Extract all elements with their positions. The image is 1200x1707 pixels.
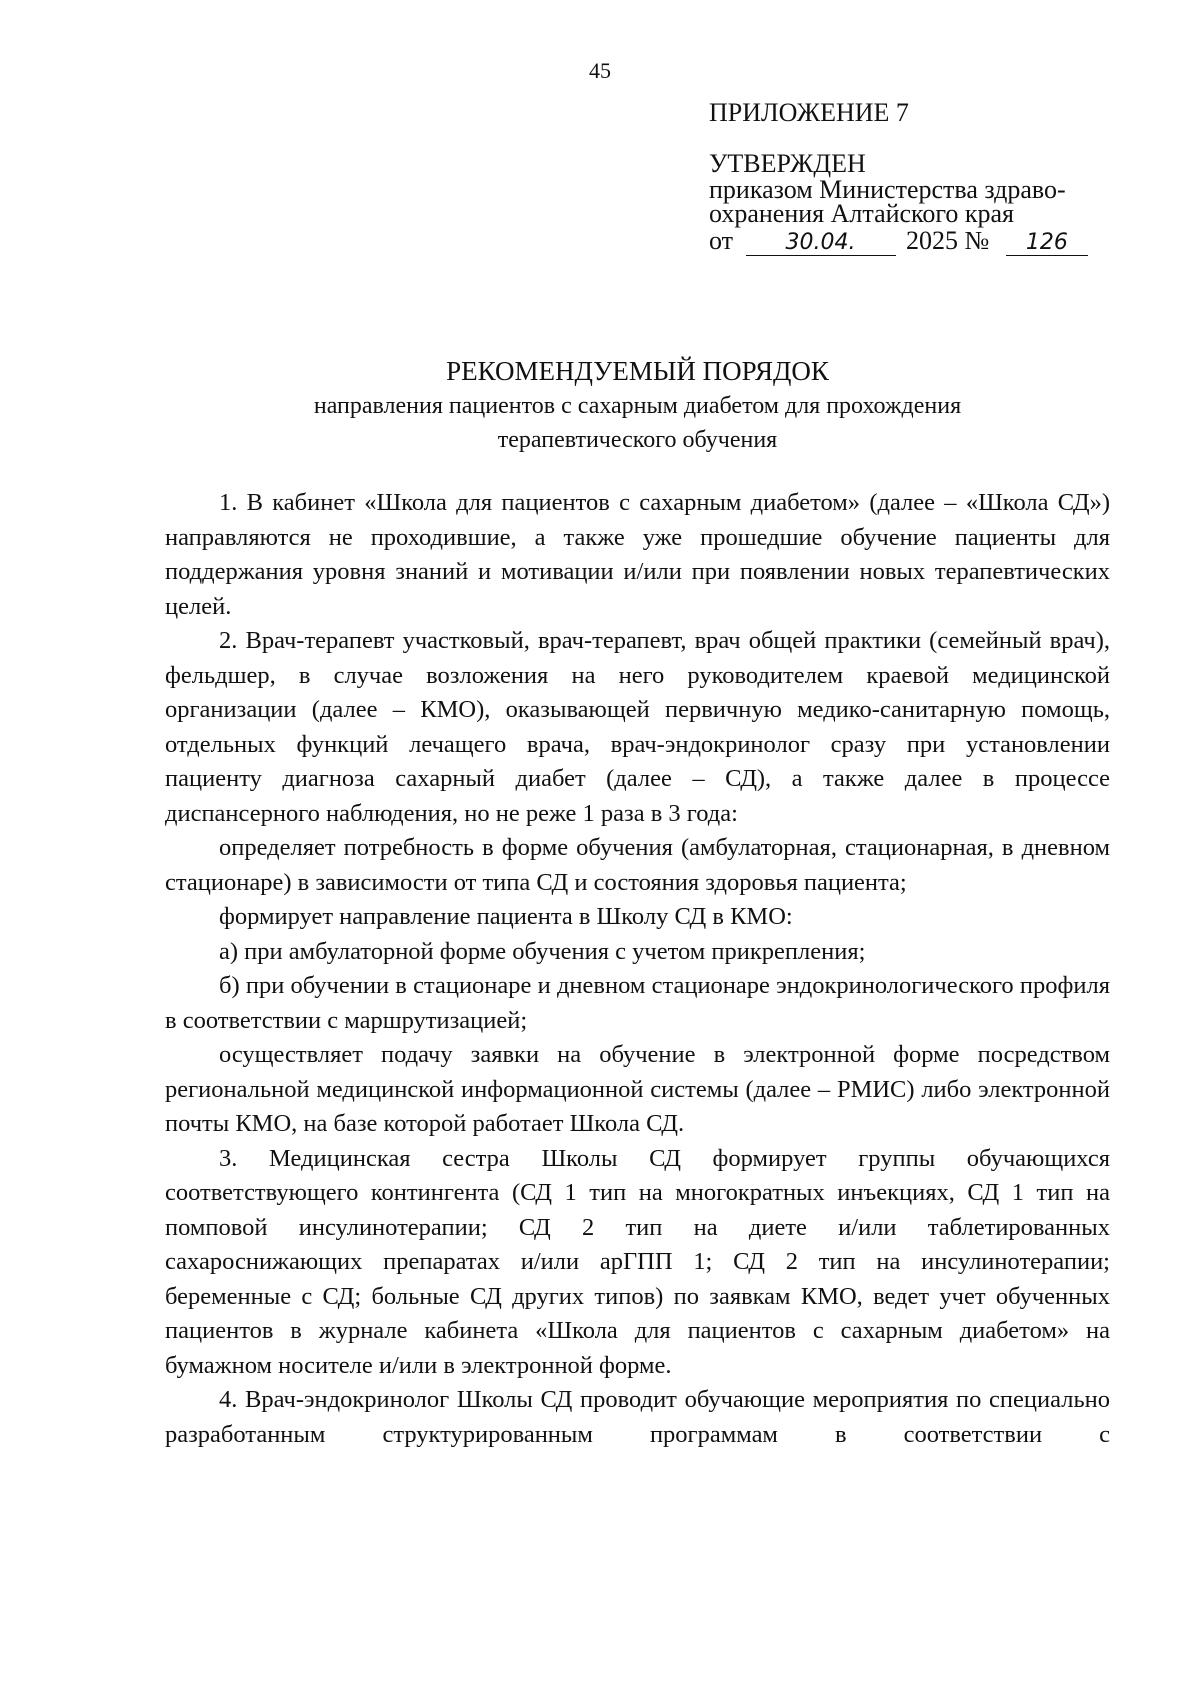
handwritten-order-number: 126 [1006,231,1088,256]
date-prefix: от [709,226,734,255]
document-heading [165,353,1110,457]
handwritten-date: 30.04. [746,231,896,256]
paragraph-2-application: осуществляет подачу заявки на обучение в электронной форме посредством региональной медицинской информационной системы (далее – РМИС) либо электронной почты КМО, на базе которой работает Школа СД. [165,1041,1110,1137]
approval-block [709,98,1159,256]
paragraph-2: 2. Врач-терапевт участковый, врач-терапевт, врач общей практики (семейный врач), фельдшер, в случае возложения на него руководителем краевой медицинской организации (далее – КМО), оказывающей первичную медико-санитарную помощь, отдельных функций лечащего врача, врач-эндокринолог сразу при установлении пациенту диагноза сахарный диабет (далее – СД), а также далее в процессе диспансерного наблюдения, но не реже 1 раза в 3 года: [165,627,1110,827]
paragraph-4: 4. Врач-эндокринолог Школы СД проводит обучающие мероприятия по специально разработанным структурированным программам в соответствии с [165,1386,1110,1448]
document-body [165,486,1110,1452]
appendix-label: ПРИЛОЖЕНИЕ 7 [709,98,909,127]
paragraph-1: 1. В кабинет «Школа для пациентов с сахарным диабетом» (далее – «Школа СД») направляются не проходившие, а также уже прошедшие обучение пациенты для поддержания уровня знаний и мотивации и/или при появлении новых терапевтических целей. [165,489,1110,620]
order-line-1: приказом Министерства здраво- [709,175,1066,204]
paragraph-2-item-b: б) при обучении в стационаре и дневном стационаре эндокринологического профиля в соответствии с маршрутизацией; [165,972,1110,1034]
document-subtitle-line-1: направления пациентов с сахарным диабетом для прохождения [313,393,962,419]
paragraph-3: 3. Медицинская сестра Школы СД формирует группы обучающихся соответствующего контингента (СД 1 тип на многократных инъекциях, СД 1 тип на помповой инсулинотерапии; СД 2 тип на диете и/или таблетированных сахароснижающих препаратах и/или арГПП 1; СД 2 тип на инсулинотерапии; беременные с СД; больные СД других типов) по заявкам КМО, ведет учет обученных пациентов в журнале кабинета «Школа для пациентов с сахарным диабетом» на бумажном носителе и/или в электронной форме. [165,1144,1110,1379]
document-title: РЕКОМЕНДУЕМЫЙ ПОРЯДОК [446,356,829,386]
paragraph-2-item-a: а) при амбулаторной форме обучения с учетом прикрепления; [219,937,866,965]
order-date-line [709,226,1159,256]
paragraph-2-determine: определяет потребность в форме обучения (амбулаторная, стационарная, в дневном стационаре) в зависимости от типа СД и состояния здоровья пациента; [165,834,1110,896]
document-subtitle-line-2: терапевтического обучения [497,427,778,453]
page-number: 45 [589,58,611,83]
approved-label: УТВЕРЖДЕН [709,149,866,178]
order-year: 2025 № [906,226,990,255]
paragraph-2-referral: формирует направление пациента в Школу СД в КМО: [219,903,793,930]
order-line-2: охранения Алтайского края [709,199,1015,228]
